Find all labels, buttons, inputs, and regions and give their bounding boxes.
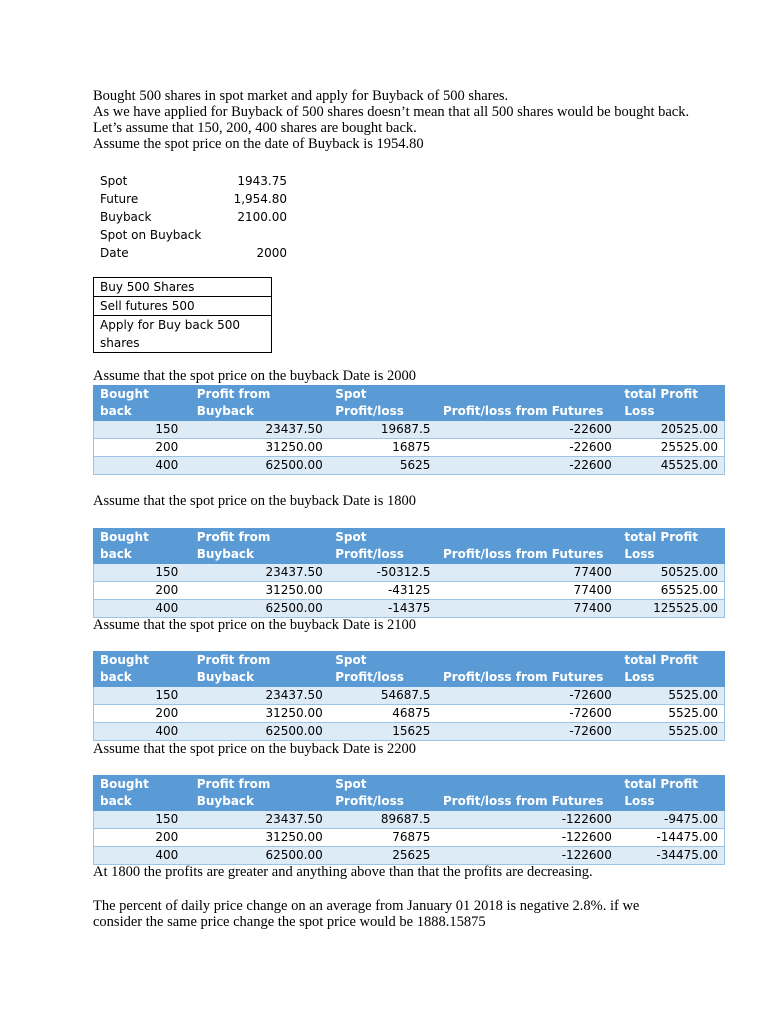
table-row (94, 705, 725, 723)
table-cell: 400 (94, 457, 191, 475)
table2-header-spot-profit: Spot Profit/loss (329, 529, 437, 564)
param-buyback (100, 208, 300, 226)
table-cell: 23437.50 (190, 687, 329, 705)
table-cell: 5625 (329, 457, 437, 475)
table4-header-row (94, 776, 725, 811)
table-cell: 25525.00 (618, 439, 725, 457)
table-row (94, 687, 725, 705)
table-cell: 400 (94, 847, 191, 865)
table-cell: -72600 (436, 687, 617, 705)
table3-header-bought-back: Bought back (94, 652, 191, 687)
table-row (94, 439, 725, 457)
param-spot-value: 1943.75 (237, 174, 287, 188)
table-row (94, 421, 725, 439)
table-cell: 200 (94, 829, 191, 847)
table4-heading: Assume that the spot price on the buyback Date is 2200 (93, 741, 416, 757)
table-row (94, 723, 725, 741)
table-cell: 16875 (329, 439, 437, 457)
table4 (93, 775, 725, 865)
table-row (94, 829, 725, 847)
intro-line-3: Let’s assume that 150, 200, 400 shares are bought back. (93, 120, 417, 136)
table-cell: -122600 (436, 829, 617, 847)
table-cell: 25625 (329, 847, 437, 865)
table1-header-spot-profit: Spot Profit/loss (329, 386, 437, 421)
table-cell: 23437.50 (190, 811, 329, 829)
table3-header-profit-buyback: Profit from Buyback (190, 652, 329, 687)
table-cell: 23437.50 (190, 421, 329, 439)
param-date (100, 244, 300, 262)
table-cell: 31250.00 (190, 582, 329, 600)
table3 (93, 651, 725, 741)
table-cell: -72600 (436, 723, 617, 741)
table-cell: 200 (94, 439, 191, 457)
table-cell: 150 (94, 687, 191, 705)
intro-paragraph (93, 88, 693, 152)
table-cell: 54687.5 (329, 687, 437, 705)
table1-header-row (94, 386, 725, 421)
table-cell: 62500.00 (190, 600, 329, 618)
table1-header-bought-back: Bought back (94, 386, 191, 421)
table-cell: 50525.00 (618, 564, 725, 582)
strategy-box (93, 277, 272, 353)
table2-heading: Assume that the spot price on the buyback Date is 1800 (93, 493, 416, 509)
table-cell: 23437.50 (190, 564, 329, 582)
table2-header-futures-profit: Profit/loss from Futures (436, 529, 617, 564)
table-cell: 31250.00 (190, 439, 329, 457)
table3-header-row (94, 652, 725, 687)
param-future (100, 190, 300, 208)
table4-header-spot-profit: Spot Profit/loss (329, 776, 437, 811)
table-cell: -43125 (329, 582, 437, 600)
intro-line-2: As we have applied for Buyback of 500 shares doesn’t mean that all 500 shares would be bought back. (93, 104, 690, 120)
param-spot-label: Spot (100, 174, 128, 188)
table-cell: -34475.00 (618, 847, 725, 865)
table-cell: 150 (94, 564, 191, 582)
table-cell: 89687.5 (329, 811, 437, 829)
param-buyback-value: 2100.00 (237, 210, 287, 224)
table-cell: -122600 (436, 811, 617, 829)
table-cell: 62500.00 (190, 457, 329, 475)
table2-header-row (94, 529, 725, 564)
param-spot (100, 172, 300, 190)
table-row (94, 847, 725, 865)
param-future-label: Future (100, 192, 139, 206)
table-cell: -14475.00 (618, 829, 725, 847)
table1-header-total-profit: total Profit Loss (618, 386, 725, 421)
table3-heading: Assume that the spot price on the buyback Date is 2100 (93, 617, 416, 633)
table1-header-futures-profit: Profit/loss from Futures (436, 386, 617, 421)
table-cell: 150 (94, 811, 191, 829)
table-row (94, 600, 725, 618)
param-spot-on-buyback-label: Spot on Buyback (100, 228, 202, 242)
param-future-value: 1,954.80 (233, 192, 287, 206)
table-cell: 5525.00 (618, 705, 725, 723)
table-cell: 200 (94, 705, 191, 723)
table-cell: 46875 (329, 705, 437, 723)
param-date-label: Date (100, 246, 129, 260)
price-parameters (100, 172, 300, 262)
table-cell: 20525.00 (618, 421, 725, 439)
table-row (94, 564, 725, 582)
table2-header-bought-back: Bought back (94, 529, 191, 564)
table3-header-spot-profit: Spot Profit/loss (329, 652, 437, 687)
table-cell: 77400 (436, 564, 617, 582)
table-row (94, 457, 725, 475)
table-cell: 5525.00 (618, 723, 725, 741)
conclusion-line-1: At 1800 the profits are greater and anything above than that the profits are decreasing. (93, 864, 593, 880)
table4-header-total-profit: total Profit Loss (618, 776, 725, 811)
table1 (93, 385, 725, 475)
table3-header-total-profit: total Profit Loss (618, 652, 725, 687)
table-cell: -50312.5 (329, 564, 437, 582)
table2 (93, 528, 725, 618)
strategy-sell: Sell futures 500 (94, 297, 271, 316)
strategy-apply: Apply for Buy back 500 shares (94, 316, 271, 353)
table1-header-profit-buyback: Profit from Buyback (190, 386, 329, 421)
table2-header-total-profit: total Profit Loss (618, 529, 725, 564)
table-cell: -122600 (436, 847, 617, 865)
table4-header-profit-buyback: Profit from Buyback (190, 776, 329, 811)
table2-header-profit-buyback: Profit from Buyback (190, 529, 329, 564)
param-spot-on-buyback (100, 226, 300, 244)
table-cell: 31250.00 (190, 705, 329, 723)
table-cell: 31250.00 (190, 829, 329, 847)
table-cell: 150 (94, 421, 191, 439)
table-row (94, 811, 725, 829)
table-cell: -9475.00 (618, 811, 725, 829)
param-date-value: 2000 (256, 246, 287, 260)
table-cell: 62500.00 (190, 847, 329, 865)
table-cell: 77400 (436, 582, 617, 600)
table-cell: 77400 (436, 600, 617, 618)
table-cell: 5525.00 (618, 687, 725, 705)
table-cell: 76875 (329, 829, 437, 847)
table4-header-futures-profit: Profit/loss from Futures (436, 776, 617, 811)
intro-line-1: Bought 500 shares in spot market and apply for Buyback of 500 shares. (93, 88, 509, 104)
table-cell: 45525.00 (618, 457, 725, 475)
table-cell: 15625 (329, 723, 437, 741)
table4-header-bought-back: Bought back (94, 776, 191, 811)
table1-heading: Assume that the spot price on the buyback Date is 2000 (93, 368, 416, 384)
table-row (94, 582, 725, 600)
table-cell: 400 (94, 600, 191, 618)
table-cell: -22600 (436, 421, 617, 439)
table-cell: 62500.00 (190, 723, 329, 741)
table-cell: -22600 (436, 439, 617, 457)
table-cell: -72600 (436, 705, 617, 723)
table-cell: 65525.00 (618, 582, 725, 600)
conclusion-line-2: The percent of daily price change on an average from January 01 2018 is negative 2.8%. if we consider the same price change the spot price would be 1888.15875 (93, 898, 640, 930)
table-cell: 19687.5 (329, 421, 437, 439)
table-cell: 400 (94, 723, 191, 741)
param-buyback-label: Buyback (100, 210, 152, 224)
table-cell: 125525.00 (618, 600, 725, 618)
table-cell: -22600 (436, 457, 617, 475)
intro-line-4: Assume the spot price on the date of Buyback is 1954.80 (93, 136, 424, 152)
table-cell: -14375 (329, 600, 437, 618)
table3-header-futures-profit: Profit/loss from Futures (436, 652, 617, 687)
table-cell: 200 (94, 582, 191, 600)
strategy-buy: Buy 500 Shares (94, 278, 271, 297)
